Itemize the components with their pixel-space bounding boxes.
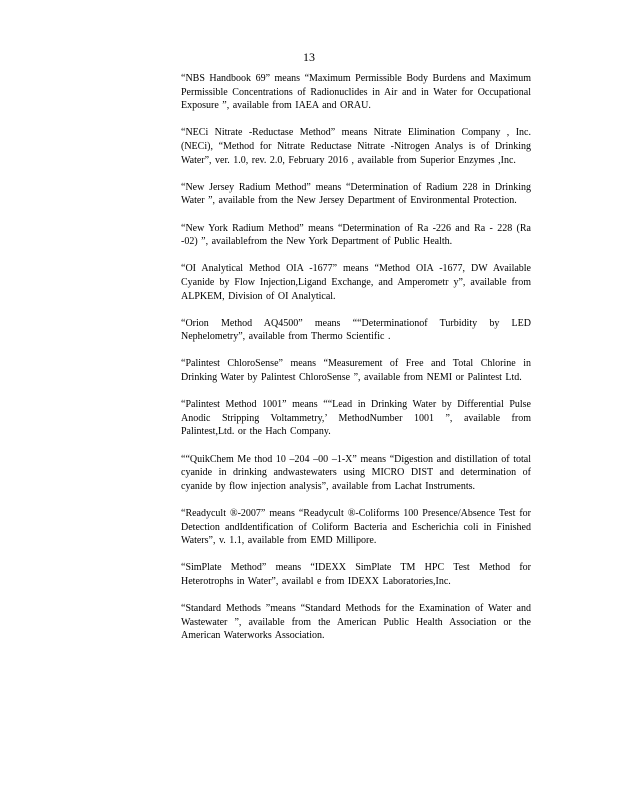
definition-palintest-chlorosense: “Palintest ChloroSense” means “Measurement of Free and Total Chlorine in Drinking Water by Palintest ChloroSense ”, available from NEMI or Palintest Ltd.	[181, 358, 531, 384]
definition-quikchem: ““QuikChem Me thod 10 –204 –00 –1-X” means “Digestion and distillation of total cyanide in drinking andwastewaters using MICRO DIST and determination of cyanide by flow injection analysis”, available from Lachat Instruments.	[181, 453, 531, 492]
definition-palintest-1001: “Palintest Method 1001” means ““Lead in Drinking Water by Differential Pulse Anodic Stripping Voltammetry,’ MethodNumber 1001 ”, available from Palintest,Ltd. or the Hach Company.	[181, 399, 531, 438]
definition-new-york-radium: “New York Radium Method” means “Determination of Ra -226 and Ra - 228 (Ra -02) ”, availablefrom the New York Department of Public Health.	[181, 222, 531, 248]
definition-nbs-handbook-69: “NBS Handbook 69” means “Maximum Permissible Body Burdens and Maximum Permissible Concentrations of Radionuclides in Air and in Water for Occupational Exposure ”, available from IAEA and ORAU.	[181, 73, 531, 112]
definitions-list	[181, 72, 531, 657]
definition-readycult: “Readycult ®-2007” means “Readycult ®-Coliforms 100 Presence/Absence Test for Detection andIdentification of Coliform Bacteria and Escherichia coli in Finished Waters”, v. 1.1, available from EMD Millipore.	[181, 508, 531, 547]
page-number: 13	[303, 50, 315, 64]
definition-standard-methods: “Standard Methods ”means “Standard Methods for the Examination of Water and Wastewater ”, available from the American Public Health Association or the American Waterworks Association.	[181, 603, 531, 642]
definition-simplate: “SimPlate Method” means “IDEXX SimPlate TM HPC Test Method for Heterotrophs in Water”, availabl e from IDEXX Laboratories,Inc.	[181, 562, 531, 587]
definition-neci-nitrate-reductase: “NECi Nitrate -Reductase Method” means Nitrate Elimination Company , Inc. (NECi), “Method for Nitrate Reductase Nitrate -Nitrogen Analys is of Drinking Water”, ver. 1.0, rev. 2.0, February 2016 , available from Superior Enzymes ,Inc.	[181, 127, 531, 166]
definition-orion-aq4500: “Orion Method AQ4500” means ““Determinationof Turbidity by LED Nephelometry”, available from Thermo Scientific .	[181, 317, 531, 343]
definition-new-jersey-radium: “New Jersey Radium Method” means “Determination of Radium 228 in Drinking Water ”, available from the New Jersey Department of Environmental Protection.	[181, 181, 531, 207]
definition-oi-analytical-oia-1677: “OI Analytical Method OIA -1677” means “Method OIA -1677, DW Available Cyanide by Flow Injection,Ligand Exchange, and Amperometr y”, available from ALPKEM, Division of OI Analytical.	[181, 263, 531, 302]
